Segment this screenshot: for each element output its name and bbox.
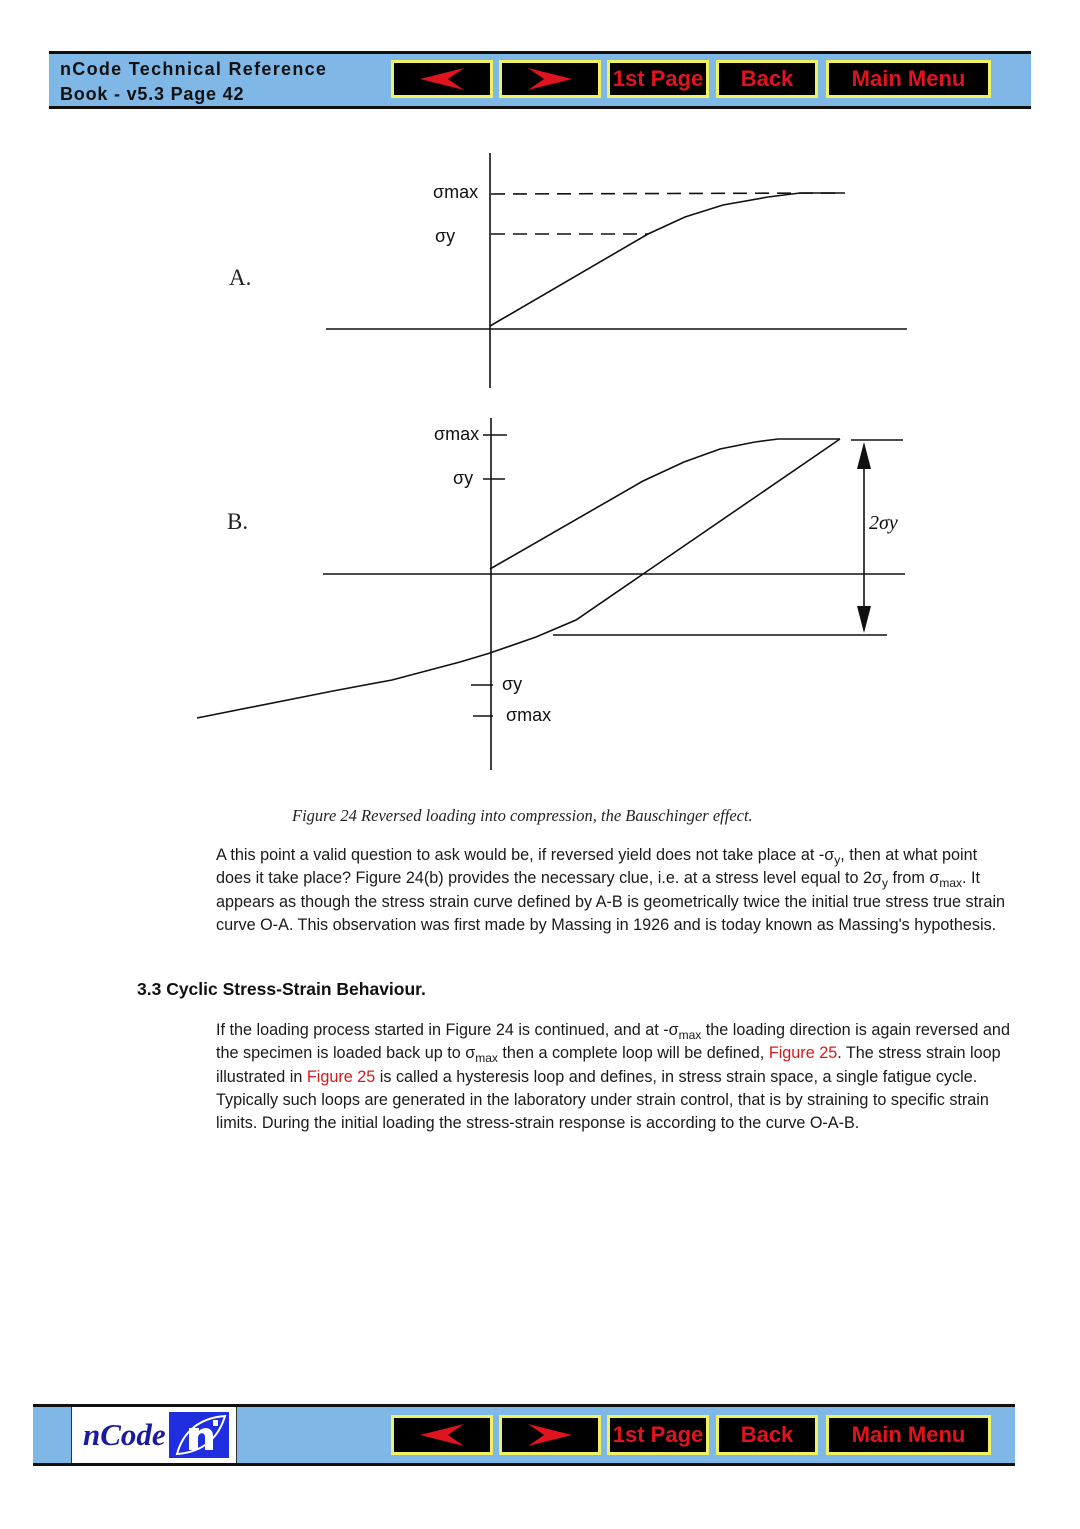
b-sigma-y-label: σy <box>453 468 474 488</box>
title-line-2: Book - v5.3 Page 42 <box>60 84 245 104</box>
title-line-1: nCode Technical Reference <box>60 59 328 79</box>
back-button[interactable]: Back <box>716 60 818 98</box>
paragraph-cyclic: If the loading process started in Figure 24 is continued, and at $-\sigma_{max}$ the loading direction is again reversed and the specimen is loaded back up to $\sigma_{max}$ then a complete loop will be defined, Figure 25. The stress strain loop illustrated in Figure 25 is called a hysteresis loop and defines, in stress strain space, a single fatigue cycle. Typically such loops are generated in the laboratory under strain control, that is by straining to specific strain limits. During the initial loading the stress-strain response is according to the curve O-A-B. <box>216 1021 1010 1133</box>
arrow-down-icon <box>857 606 871 633</box>
b-neg-sigma-max-label: σmax <box>506 705 552 725</box>
paragraph-massing: A this point a valid question to ask would be, if reversed yield does not take place at $-\sigma_y$, then at what point does it take place? Figure 24(b) provides the necessary clue, i.e. at a stress level equal to $2\sigma_y$ from $\sigma_{max}$. It appears as though the stress strain curve defined by A-B is geometrically twice the initial true stress true strain curve O-A. This observation was first made by Massing in 1926 and is today known as Massing's hypothesis. <box>216 846 1006 934</box>
main-menu-button[interactable]: Main Menu <box>826 60 991 98</box>
panel-b-label: B. <box>227 509 249 534</box>
b-range-label: 2σy <box>869 512 898 534</box>
figure-25-link-2[interactable]: Figure 25 <box>306 1067 376 1086</box>
b-sigma-max-label: σmax <box>434 424 480 444</box>
b-neg-sigma-y-label: σy <box>502 674 523 694</box>
right-arrow-icon <box>526 1424 574 1446</box>
a-sigma-y-label: σy <box>435 226 456 246</box>
previous-page-button-footer[interactable] <box>391 1415 493 1455</box>
bottom-nav-bar <box>33 1404 1015 1466</box>
first-page-button-footer[interactable]: 1st Page <box>607 1415 709 1455</box>
logo-text: nCode <box>83 1417 166 1452</box>
next-page-button-footer[interactable] <box>499 1415 601 1455</box>
ncode-logo <box>71 1407 237 1463</box>
arrow-up-icon <box>857 442 871 469</box>
figure-caption: Figure 24 Reversed loading into compression, the Bauschinger effect. <box>292 806 753 825</box>
main-menu-button-footer[interactable]: Main Menu <box>826 1415 991 1455</box>
back-button-footer[interactable]: Back <box>716 1415 818 1455</box>
ncode-n-logo-icon <box>169 1412 229 1458</box>
first-page-button[interactable]: 1st Page <box>607 60 709 98</box>
figure-25-link[interactable]: Figure 25 <box>768 1044 838 1063</box>
left-arrow-icon <box>418 1424 466 1446</box>
section-heading: 3.3 Cyclic Stress-Strain Behaviour. <box>137 979 426 999</box>
a-sigma-max-label: σmax <box>433 182 479 202</box>
panel-a-label: A. <box>229 265 252 290</box>
